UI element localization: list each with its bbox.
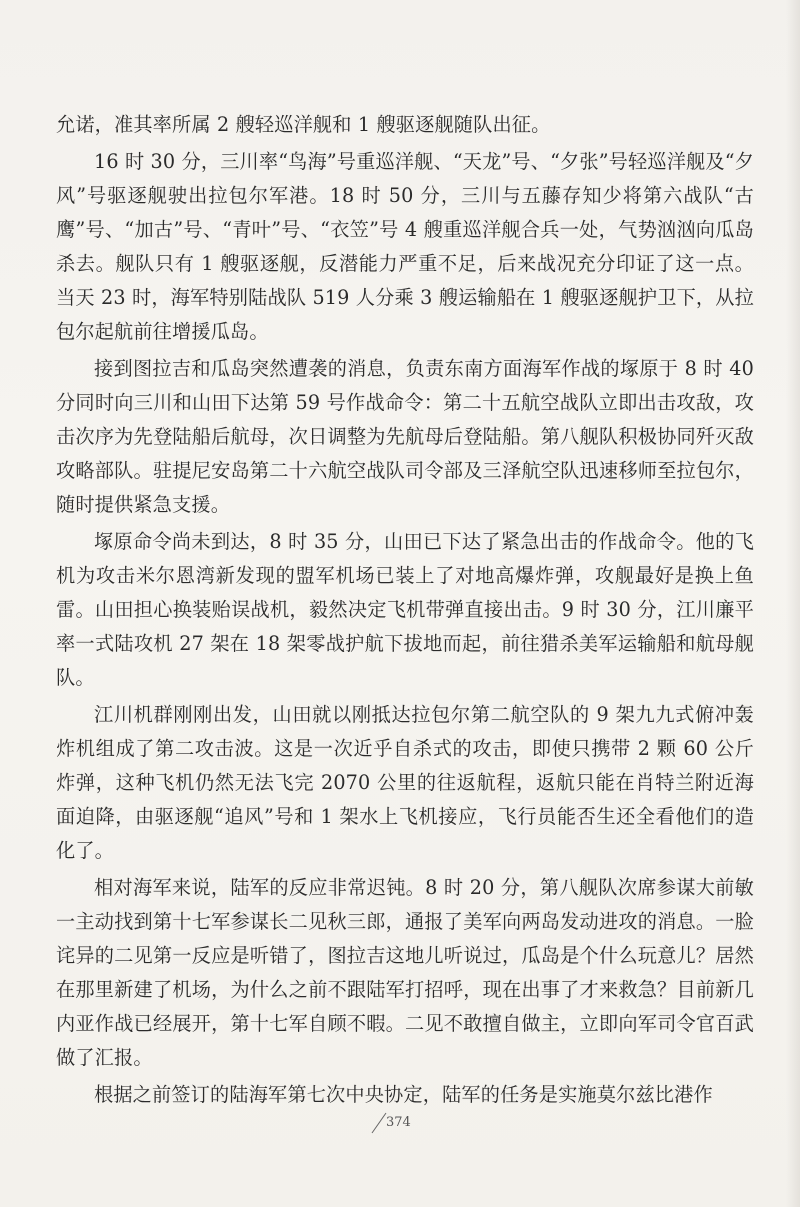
paragraph-5: 江川机群刚刚出发，山田就以刚抵达拉包尔第二航空队的 9 架九九式俯冲轰炸机组成了第二攻击波。这是一次近乎自杀式的攻击，即使只携带 2 颗 60 公斤炸弹，这种飞机仍然无法飞完 2070 公里的往返航程，返航只能在肖特兰附近海面迫降，由驱逐舰“追风”号和 1 架水上飞机接应，飞行员能否生还全看他们的造化了。	[56, 703, 754, 862]
paragraph-2: 16 时 30 分，三川率“鸟海”号重巡洋舰、“天龙”号、“夕张”号轻巡洋舰及“夕风”号驱逐舰驶出拉包尔军港。18 时 50 分，三川与五藤存知少将第六战队“古鹰”号、“加古”号、“青叶”号、“衣笠”号 4 艘重巡洋舰合兵一处，气势汹汹向瓜岛杀去。舰队只有 1 艘驱逐舰，反潜能力严重不足，后来战况充分印证了这一点。当天 23 时，海军特别陆战队 519 人分乘 3 艘运输船在 1 艘驱逐舰护卫下，从拉包尔起航前往增援瓜岛。	[56, 150, 755, 343]
paragraph-1: 允诺，准其率所属 2 艘轻巡洋舰和 1 艘驱逐舰随队出征。	[56, 113, 551, 136]
body-text	[56, 108, 754, 1115]
paragraph-3: 接到图拉吉和瓜岛突然遭袭的消息，负责东南方面海军作战的塚原于 8 时 40 分同时向三川和山田下达第 59 号作战命令：第二十五航空战队立即出击攻敌，攻击次序为先登陆船后航母，次日调整为先航母后登陆船。第八舰队积极协同歼灭敌攻略部队。驻提尼安岛第二十六航空战队司令部及三泽航空队迅速移师至拉包尔，随时提供紧急支援。	[56, 357, 754, 516]
paragraph-6: 相对海军来说，陆军的反应非常迟钝。8 时 20 分，第八舰队次席参谋大前敏一主动找到第十七军参谋长二见秋三郎，通报了美军向两岛发动进攻的消息。一脸诧异的二见第一反应是听错了，图拉吉这地儿听说过，瓜岛是个什么玩意儿？居然在那里新建了机场，为什么之前不跟陆军打招呼，现在出事了才来救急？目前新几内亚作战已经展开，第十七军自顾不暇。二见不敢擅自做主，立即向军司令官百武做了汇报。	[56, 876, 754, 1069]
paragraph-7: 根据之前签订的陆海军第七次中央协定，陆军的任务是实施莫尔兹比港作	[94, 1083, 713, 1106]
page-gutter-shadow	[786, 0, 800, 1207]
page-footer	[366, 1110, 436, 1138]
paragraph-4: 塚原命令尚未到达，8 时 35 分，山田已下达了紧急出击的作战命令。他的飞机为攻击米尔恩湾新发现的盟军机场已装上了对地高爆炸弹，攻舰最好是换上鱼雷。山田担心换装贻误战机，毅然决定飞机带弹直接出击。9 时 30 分，江川廉平率一式陆攻机 27 架在 18 架零战护航下拔地而起，前往猎杀美军运输船和航母舰队。	[56, 530, 754, 689]
page-number: 374	[386, 1115, 411, 1130]
